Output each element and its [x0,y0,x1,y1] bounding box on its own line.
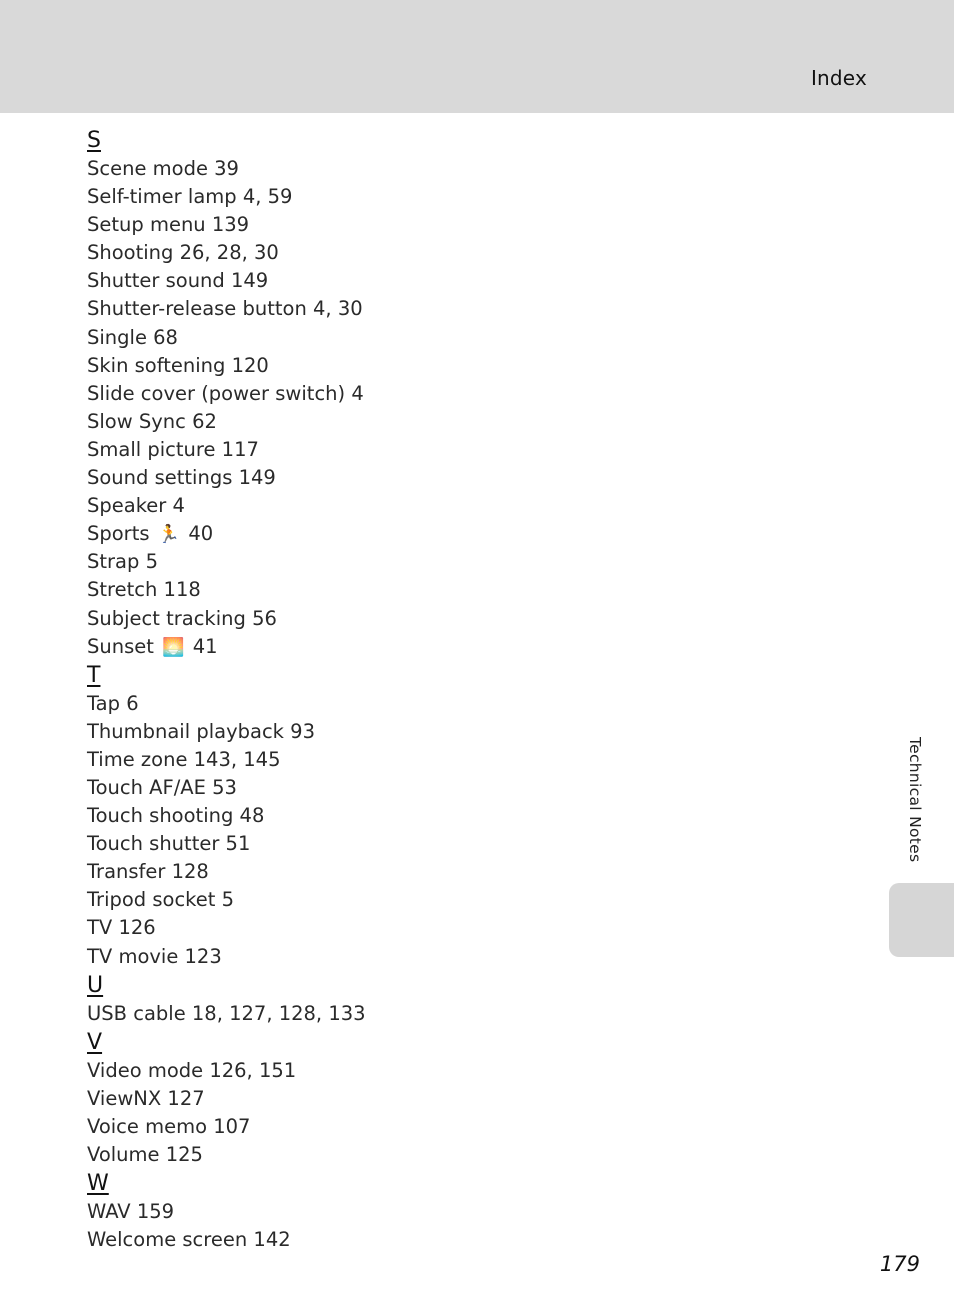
index-entry: Volume 125 [87,1143,203,1166]
index-entry-label: Sunset [87,634,154,658]
index-entry: WAV 159 [87,1200,175,1224]
section-title: Index [810,66,867,90]
index-entry: Time zone 143, 145 [87,747,281,771]
sunset-mode-icon: 🌅 [162,636,185,658]
index-entry: Tap 6 [87,691,139,715]
index-letter-heading: U [87,972,104,998]
index-entry: Video mode 126, 151 [87,1058,297,1082]
index-entry: Slide cover (power switch) 4 [87,381,364,405]
index-entry: Welcome screen 142 [87,1228,291,1252]
sports-mode-icon: 🏃 [157,524,181,546]
index-entry: Speaker 4 [87,494,185,518]
index-entry [87,520,507,548]
index-entry: USB cable 18, 127, 128, 133 [87,1001,366,1025]
index-entry: Shooting 26, 28, 30 [87,241,279,265]
index-entry: Sound settings 149 [87,466,276,490]
index-entry: Stretch 118 [87,578,201,602]
index-entry: Thumbnail playback 93 [87,719,315,743]
index-entry: TV 126 [87,916,156,940]
index-list [87,126,507,1254]
index-letter-heading: W [87,1171,109,1197]
index-entry: Strap 5 [87,550,158,574]
index-entry: Scene mode 39 [87,157,239,180]
index-entry: Shutter sound 149 [87,269,269,293]
index-entry: Setup menu 139 [87,213,250,237]
index-entry-pages: 40 [188,522,214,546]
index-entry: Skin softening 120 [87,353,269,377]
index-entry: TV movie 123 [87,944,222,968]
page-number: 179 [879,1252,920,1276]
index-entry: Transfer 128 [87,860,209,884]
chapter-tab [889,883,954,957]
index-entry: Tripod socket 5 [87,888,235,912]
index-entry: Shutter-release button 4, 30 [87,297,363,321]
index-entry: Single 68 [87,325,178,349]
index-entry-pages: 41 [192,634,218,658]
index-entry: Self-timer lamp 4, 59 [87,185,293,209]
index-entry: Subject tracking 56 [87,606,277,630]
index-letter-heading: V [87,1029,103,1055]
index-letter-heading: T [87,662,101,688]
index-entry: Touch shutter 51 [87,832,251,856]
index-entry: Slow Sync 62 [87,409,217,433]
header-band [0,0,954,113]
index-entry: Touch AF/AE 53 [87,775,237,799]
index-entry-label: Sports [87,522,150,546]
index-letter-heading: S [87,128,101,153]
index-entry: ViewNX 127 [87,1086,205,1110]
index-entry [87,633,507,661]
index-entry: Small picture 117 [87,437,259,461]
chapter-label: Technical Notes [906,737,924,863]
index-entry: Touch shooting 48 [87,804,265,828]
index-entry: Voice memo 107 [87,1114,251,1138]
